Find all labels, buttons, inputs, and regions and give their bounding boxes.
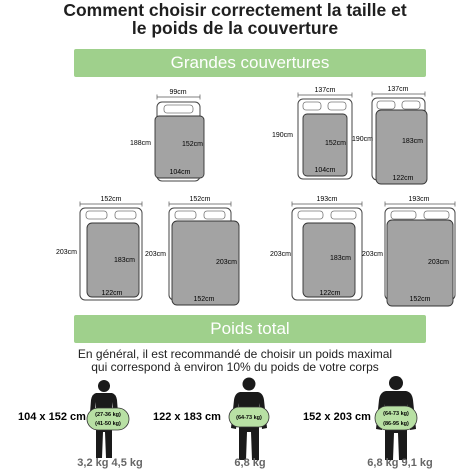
blanket-length-label: 183cm <box>114 257 136 264</box>
blanket-size-label: 152 x 203 cm <box>303 411 371 423</box>
blanket-weight-values: 6,8 kg <box>234 457 266 469</box>
bed-diagram-5 <box>145 196 239 305</box>
weight-group-1 <box>18 380 143 469</box>
bed-diagram-4 <box>56 196 142 300</box>
section-banner-large-blankets: Grandes couvertures <box>74 49 426 77</box>
blanket-length-label: 203cm <box>428 259 450 266</box>
page-title-line-1: Comment choisir correctement la taille et <box>63 0 407 20</box>
pillow <box>391 211 416 219</box>
bed-length-label: 190cm <box>352 136 374 143</box>
pillow <box>424 211 449 219</box>
blanket-width-label: 104cm <box>314 167 336 174</box>
bed-diagram-2 <box>272 87 352 179</box>
pillow <box>402 101 420 109</box>
weight-intro-line-2: qui correspond à environ 10% du poids de votre corps <box>91 360 379 374</box>
bed-width-label: 99cm <box>169 89 187 96</box>
blanket-width-label: 152cm <box>409 296 431 303</box>
pillow <box>331 211 356 219</box>
bed-size-diagrams <box>0 80 470 310</box>
blanket-length-label: 183cm <box>402 138 424 145</box>
blanket-size-label: 122 x 183 cm <box>153 411 221 423</box>
blanket-length-label: 152cm <box>325 140 347 147</box>
weight-range-1: (64-73 kg) <box>236 415 262 421</box>
bed-length-label: 203cm <box>145 251 167 258</box>
blanket-size-label: 104 x 152 cm <box>18 411 86 423</box>
bed-length-label: 188cm <box>130 140 152 147</box>
bed-diagram-6 <box>270 196 362 300</box>
blanket-width-label: 152cm <box>193 296 215 303</box>
blanket-weight-values: 6,8 kg 9,1 kg <box>367 457 433 469</box>
pillow <box>204 211 225 219</box>
bed-diagram-1 <box>130 89 204 181</box>
pillow <box>175 211 196 219</box>
weight-range-1: (64-73 kg) <box>383 411 409 417</box>
blanket <box>376 110 427 184</box>
weight-group-2 <box>153 378 269 470</box>
bed-length-label: 203cm <box>362 251 384 258</box>
pillow <box>115 211 136 219</box>
pillow <box>328 102 346 110</box>
weight-intro-line-1: En général, il est recommandé de choisir un poids maximal <box>77 347 393 361</box>
blanket-width-label: 122cm <box>101 290 123 297</box>
bed-length-label: 190cm <box>272 132 294 139</box>
blanket-weight-values: 3,2 kg 4,5 kg <box>77 457 143 469</box>
blanket-length-label: 203cm <box>216 259 238 266</box>
blanket-width-label: 122cm <box>319 290 341 297</box>
bed-length-label: 203cm <box>270 251 292 258</box>
weight-recommendations <box>0 375 470 470</box>
bed-width-label: 152cm <box>100 196 122 203</box>
bed-width-label: 137cm <box>387 86 409 93</box>
blanket-width-label: 122cm <box>392 175 414 182</box>
bed-width-label: 193cm <box>316 196 338 203</box>
weight-range-2: (86-95 kg) <box>383 421 409 427</box>
page-title-line-2: le poids de la couverture <box>131 18 339 38</box>
bed-width-label: 152cm <box>189 196 211 203</box>
section-banner-total-weight: Poids total <box>74 315 426 343</box>
bed-width-label: 193cm <box>408 196 430 203</box>
blanket-length-label: 152cm <box>182 141 204 148</box>
bed-length-label: 203cm <box>56 249 78 256</box>
bed-diagram-7 <box>362 196 455 306</box>
weight-range-2: (41-50 kg) <box>95 421 121 427</box>
pillow <box>298 211 323 219</box>
weight-group-3 <box>303 376 433 469</box>
pillow <box>303 102 321 110</box>
bed-width-label: 137cm <box>314 87 336 94</box>
pillow <box>86 211 107 219</box>
pillow <box>164 105 193 113</box>
bed-diagram-3 <box>352 86 427 184</box>
pillow <box>377 101 395 109</box>
weight-range-1: (27-36 kg) <box>95 412 121 418</box>
blanket-length-label: 183cm <box>330 255 352 262</box>
blanket-width-label: 104cm <box>169 169 191 176</box>
